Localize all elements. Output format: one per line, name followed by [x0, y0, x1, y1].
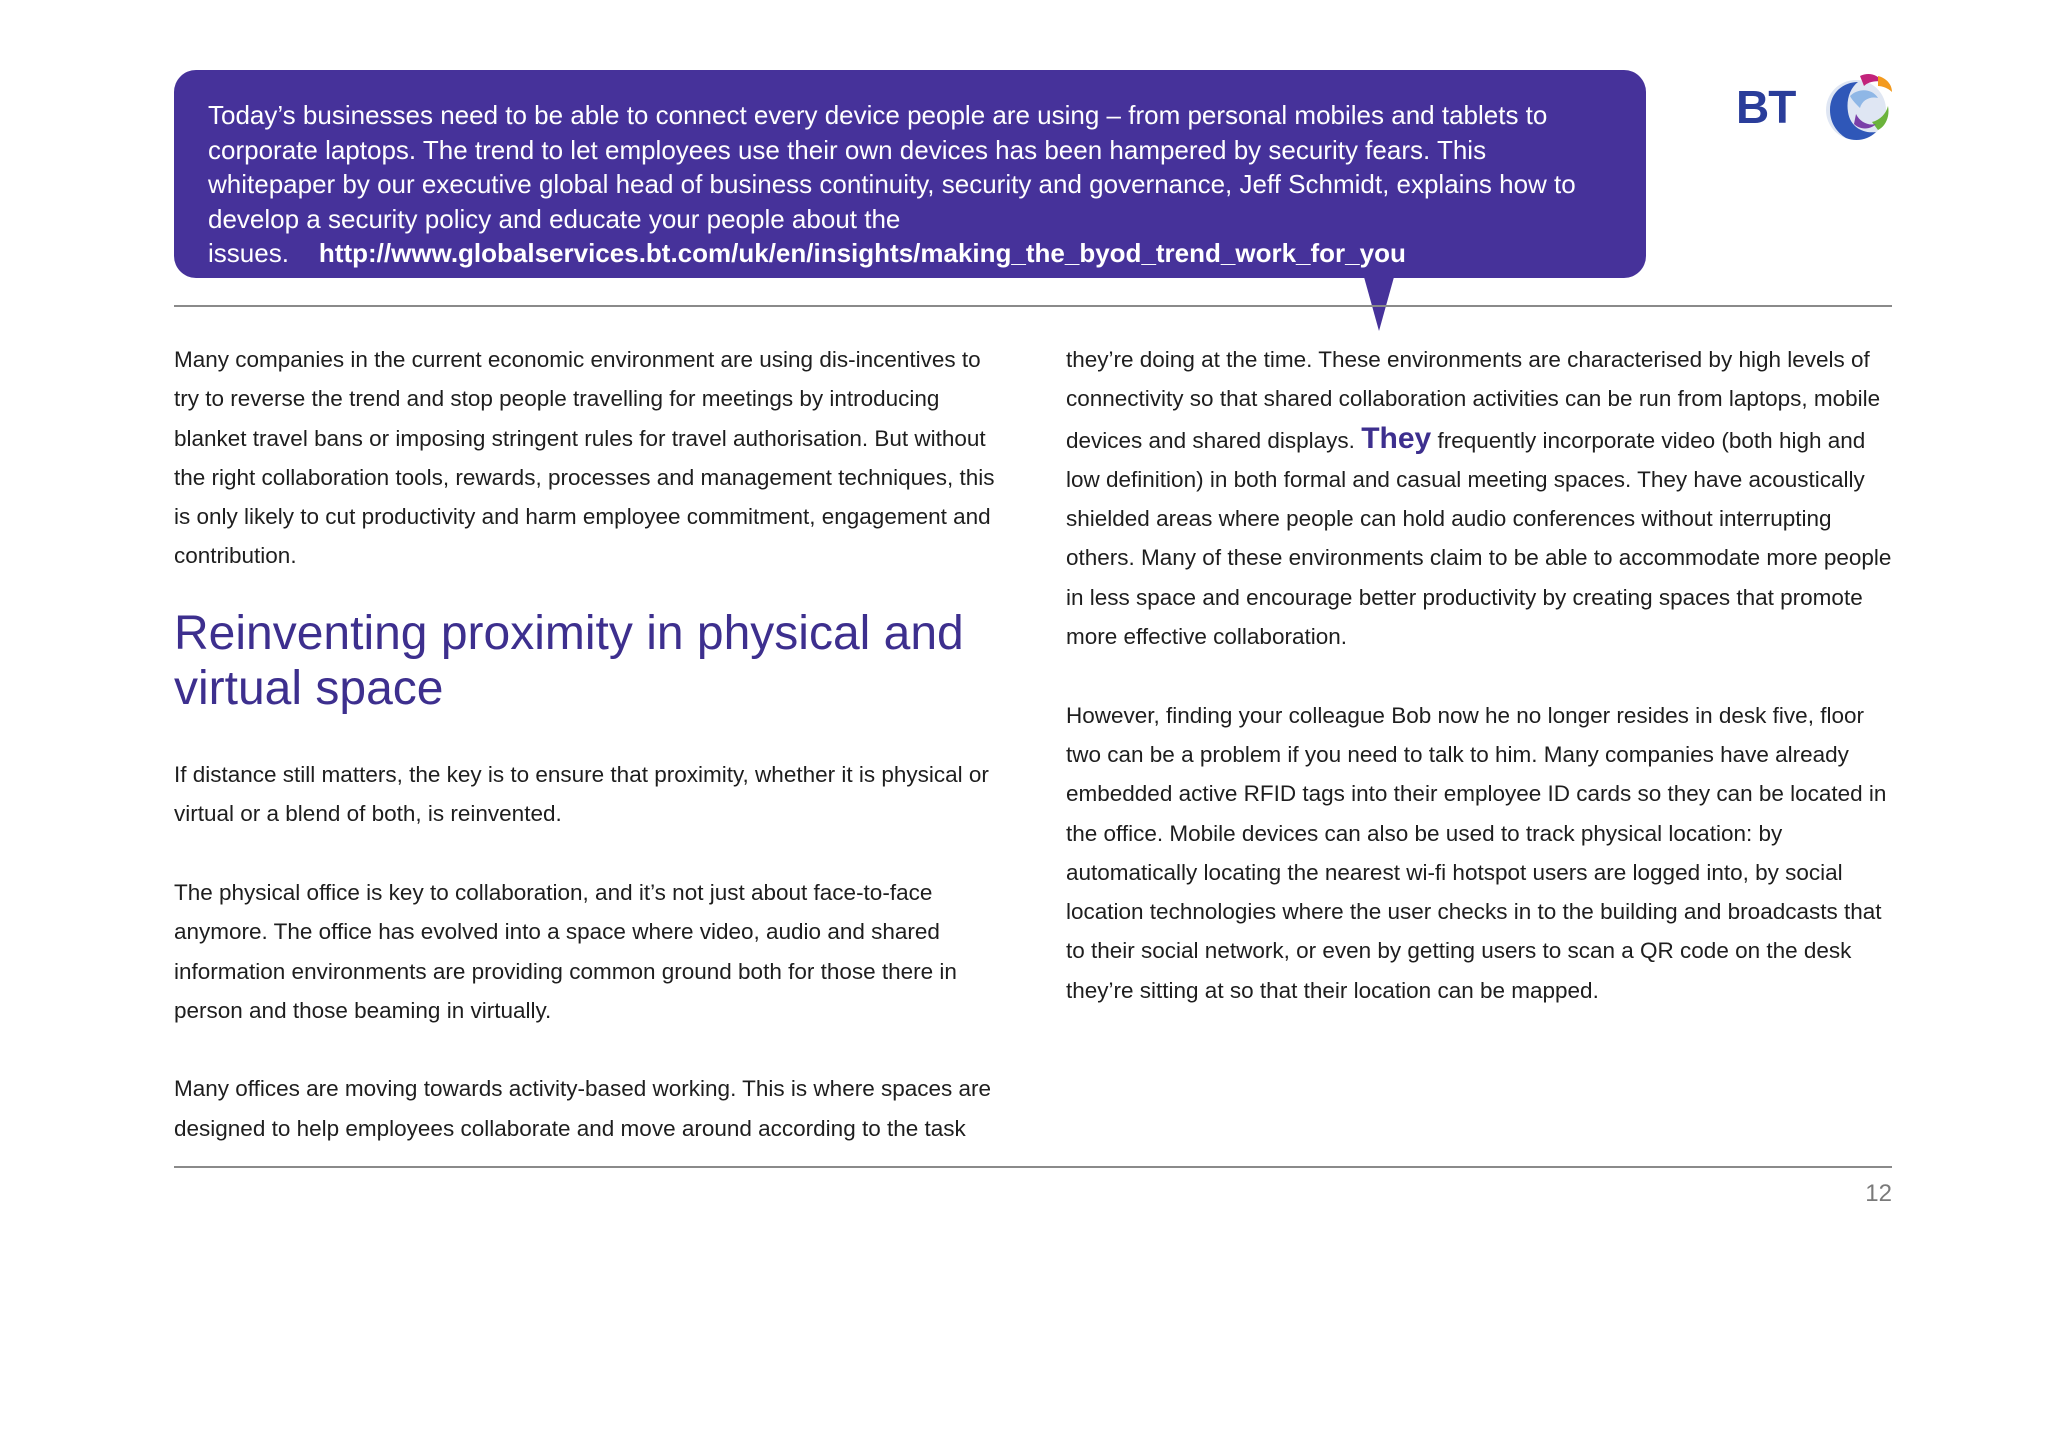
paragraph-activity-based: Many offices are moving towards activity-based working. This is where spaces are designed to help employees collaborate and move around according to the task [174, 1076, 992, 1141]
bt-globe-icon [1816, 66, 1896, 148]
emphasis-they: They [1361, 421, 1432, 455]
section-heading: Reinventing proximity in physical and virtual space [174, 606, 964, 715]
callout-tail [1364, 277, 1394, 331]
top-divider [174, 305, 1892, 307]
bt-logo [1736, 66, 1896, 148]
page-number: 12 [1865, 1180, 1892, 1207]
callout-link[interactable]: http://www.globalservices.bt.com/uk/en/insights/making_the_byod_trend_work_for_you [318, 238, 1406, 268]
paragraph-physical-office: The physical office is key to collaboration, and it’s not just about face-to-face anymore. The office has evolved into a space where video, audio and shared information environments are providing common ground both for those there in person and those beaming in virtually. [174, 879, 957, 1023]
intro-callout [174, 70, 1646, 278]
left-column [174, 340, 1004, 1148]
paragraph-distance: If distance still matters, the key is to ensure that proximity, whether it is physical or virtual or a blend of both, is reinvented. [174, 762, 989, 827]
bt-logo-text: BT [1736, 81, 1796, 133]
bottom-divider [174, 1166, 1892, 1168]
paragraph-environments-end: frequently incorporate video (both high and low definition) in both formal and casual meeting spaces. They have acoustically shielded areas where people can hold audio conferences without interrupting others. Many of these environments claim to be able to accommodate more people in less space and encourage better productivity by creating spaces that promote more effective collaboration. [1066, 427, 1892, 650]
callout-text [208, 98, 1618, 271]
intro-paragraph: Many companies in the current economic environment are using dis-incentives to try to reverse the trend and stop people travelling for meetings by introducing blanket travel bans or imposing stringent rules for travel authorisation. But without the right collaboration tools, rewards, processes and management techniques, this is only likely to cut productivity and harm employee commitment, engagement and contribution. [174, 347, 995, 569]
callout-body: Today’s businesses need to be able to connect every device people are using – from personal mobiles and tablets to corporate laptops. The trend to let employees use their own devices has been hampered by security fears. This whitepaper by our executive global head of business continuity, security and governance, Jeff Schmidt, explains how to develop a security policy and educate your people about the issues. [208, 100, 1576, 268]
paragraph-environments-start: they’re doing at the time. These environments are characterised by high levels of connectivity so that shared collaboration activities can be run from laptops, mobile devices and shared displays. [1066, 347, 1881, 453]
paragraph-environments [1066, 340, 1896, 656]
paragraph-location: However, finding your colleague Bob now he no longer resides in desk five, floor two can be a problem if you need to talk to him. Many companies have already embedded active RFID tags into their employee ID cards so they can be located in the office. Mobile devices can also be used to track physical location: by automatically locating the nearest wi-fi hotspot users are logged into, by social location technologies where the user checks in to the building and broadcasts that to their social network, or even by getting users to scan a QR code on the desk they’re sitting at so that their location can be mapped. [1066, 702, 1887, 1003]
right-column [1066, 340, 1896, 1010]
